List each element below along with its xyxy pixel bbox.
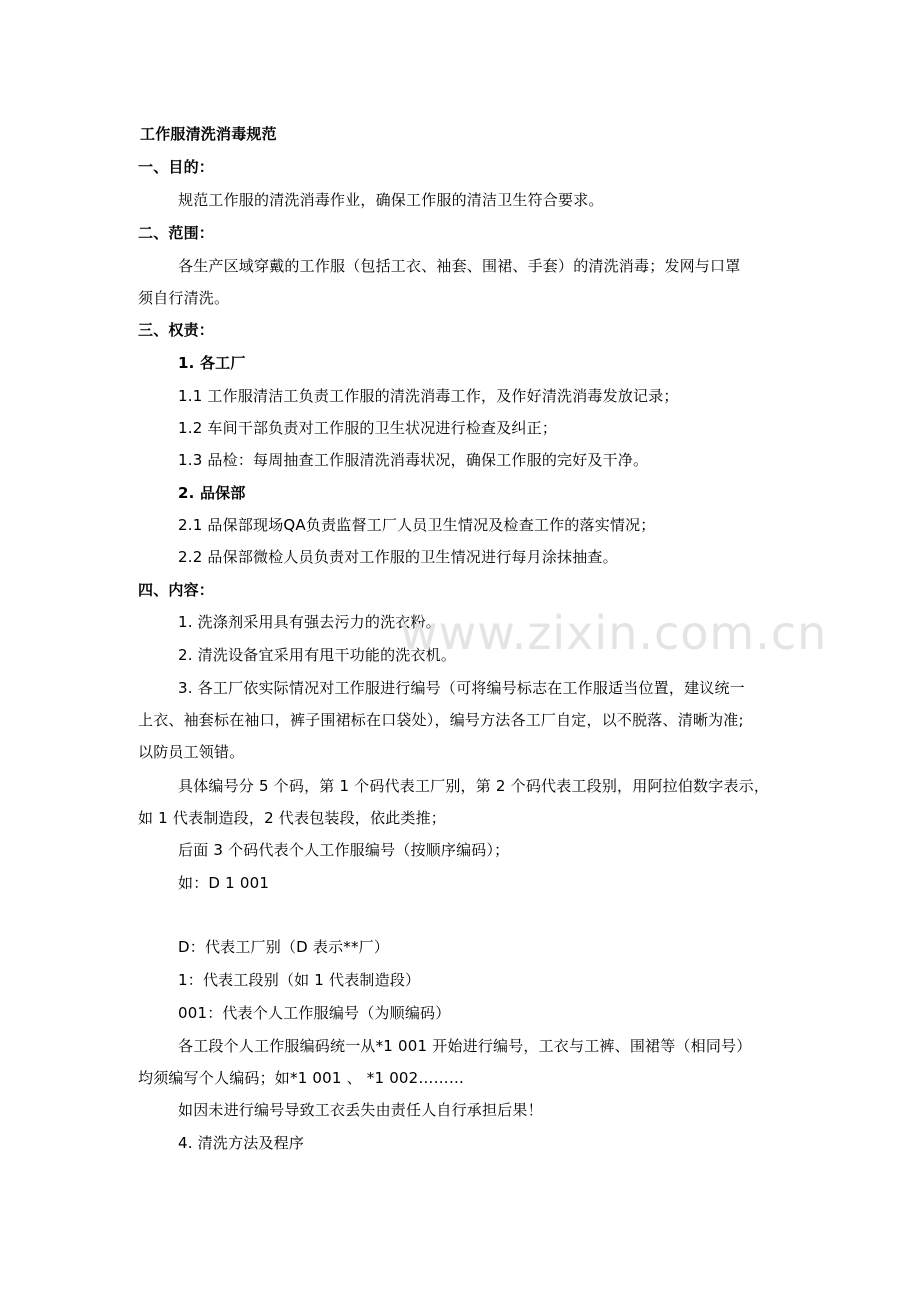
paragraph-line: 具体编号分 5 个码，第 1 个码代表工厂别，第 2 个码代表工段别，用阿拉伯数字表示， xyxy=(178,777,770,795)
section-heading-scope: 二、范围： xyxy=(138,224,215,242)
watermark-text: www.zixin.com.cn xyxy=(400,606,828,660)
paragraph-line: 1. 洗涤剂采用具有强去污力的洗衣粉。 xyxy=(178,613,441,631)
paragraph-line: 1.2 车间干部负责对工作服的卫生状况进行检查及纠正； xyxy=(178,419,558,437)
document-title: 工作服清洗消毒规范 xyxy=(140,125,277,143)
paragraph-line: 001：代表个人工作服编号（为顺编码） xyxy=(178,1004,451,1022)
paragraph-line: 2.1 品保部现场QA负责监督工厂人员卫生情况及检查工作的落实情况； xyxy=(178,516,656,534)
paragraph-line: 3. 各工厂依实际情况对工作服进行编号（可将编号标志在工作服适当位置，建议统一 xyxy=(178,679,745,697)
section-heading-responsibility: 三、权责： xyxy=(138,321,215,339)
paragraph-line: 如 1 代表制造段，2 代表包装段，依此类推； xyxy=(138,809,446,827)
paragraph-line: 后面 3 个码代表个人工作服编号（按顺序编码）； xyxy=(178,841,510,859)
paragraph-line: 2.2 品保部微检人员负责对工作服的卫生情况进行每月涂抹抽查。 xyxy=(178,548,618,566)
paragraph-line: 1：代表工段别（如 1 代表制造段） xyxy=(178,971,421,989)
subsection-heading: 1. 各工厂 xyxy=(178,354,246,372)
paragraph-line: 如：D 1 001 xyxy=(178,874,270,892)
subsection-heading: 2. 品保部 xyxy=(178,484,246,502)
paragraph-line: D：代表工厂别（D 表示**厂） xyxy=(178,938,390,956)
paragraph-line: 如因未进行编号导致工衣丢失由责任人自行承担后果！ xyxy=(178,1101,543,1119)
paragraph-line: 1.3 品检：每周抽查工作服清洗消毒状况，确保工作服的完好及干净。 xyxy=(178,451,649,469)
paragraph-line: 规范工作服的清洗消毒作业，确保工作服的清洁卫生符合要求。 xyxy=(178,191,604,209)
section-heading-purpose: 一、目的： xyxy=(138,158,215,176)
paragraph-line: 以防员工领错。 xyxy=(138,743,245,761)
paragraph-line: 各工段个人工作服编码统一从*1 001 开始进行编号，工衣与工裤、围裙等（相同号） xyxy=(178,1037,752,1055)
paragraph-line: 4. 清洗方法及程序 xyxy=(178,1134,305,1152)
paragraph-line: 均须编写个人编码；如*1 001 、 *1 002……… xyxy=(138,1069,465,1087)
paragraph-line: 上衣、袖套标在袖口，裤子围裙标在口袋处），编号方法各工厂自定，以不脱落、清晰为准; xyxy=(138,711,744,729)
paragraph-line: 须自行清洗。 xyxy=(138,289,230,307)
paragraph-line: 各生产区域穿戴的工作服（包括工衣、袖套、围裙、手套）的清洗消毒；发网与口罩 xyxy=(178,257,741,275)
paragraph-line: 1.1 工作服清洁工负责工作服的清洗消毒工作，及作好清洗消毒发放记录； xyxy=(178,387,679,405)
section-heading-content: 四、内容： xyxy=(138,581,215,599)
paragraph-line: 2. 清洗设备宜采用有甩干功能的洗衣机。 xyxy=(178,646,457,664)
